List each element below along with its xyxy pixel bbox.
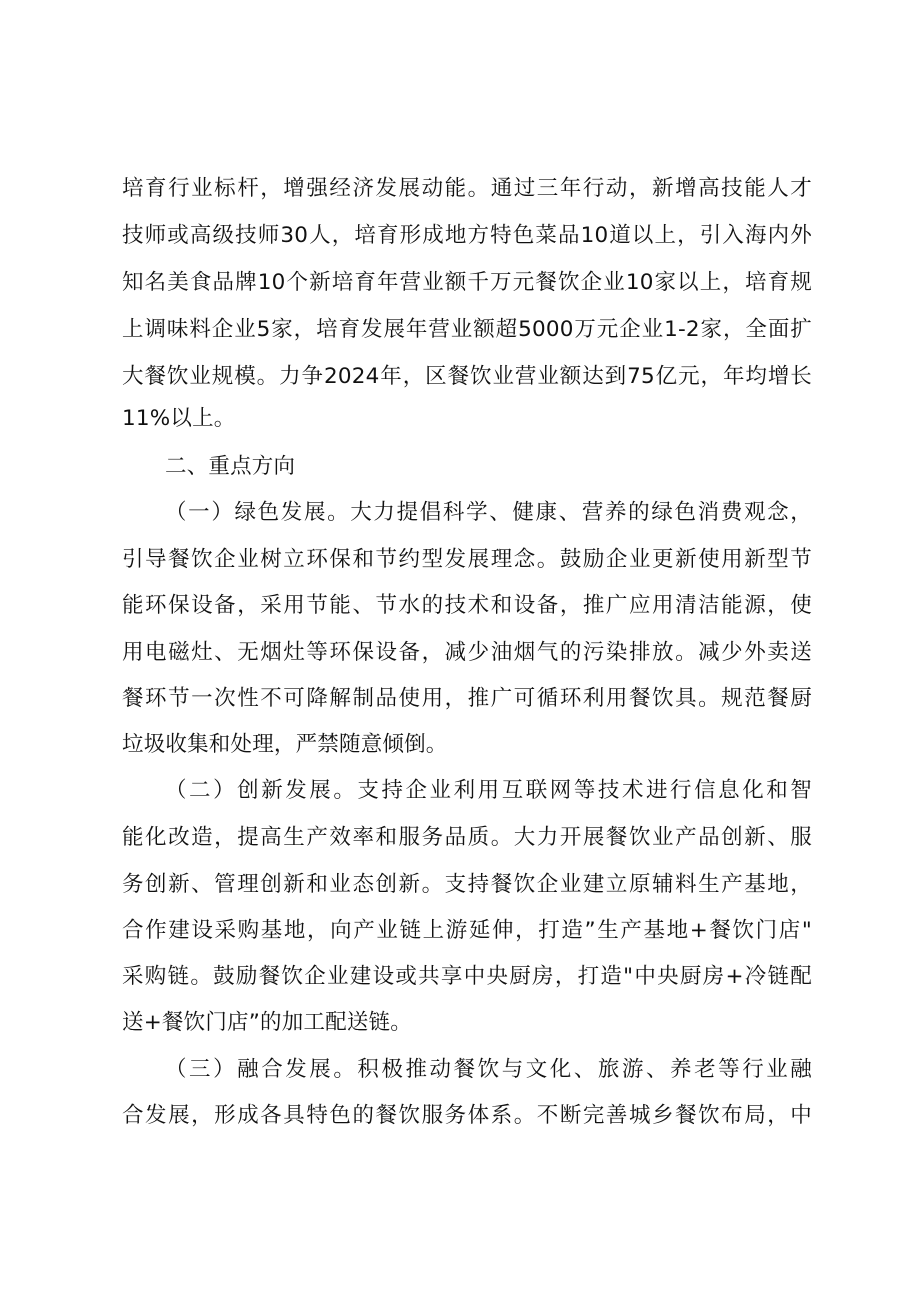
paragraph-line: 技师或高级技师30人，培育形成地方特色菜品10道以上，引入海内外 (122, 223, 812, 248)
paragraph-line: 送+餐饮门店”的加工配送链。 (122, 1010, 412, 1035)
paragraph-line: 上调味料企业5家，培育发展年营业额超5000万元企业1-2家，全面扩 (122, 317, 812, 342)
paragraph-line: 餐环节一次性不可降解制品使用，推广可循环利用餐饮具。规范餐厨 (122, 686, 812, 711)
paragraph-line: 合发展，形成各具特色的餐饮服务体系。不断完善城乡餐饮布局，中 (122, 1103, 812, 1128)
paragraph-line: 务创新、管理创新和业态创新。支持餐饮企业建立原辅料生产基地， (122, 872, 812, 897)
paragraph-line: 知名美食品牌10个新培育年营业额千万元餐饮企业10家以上，培育规 (122, 270, 812, 295)
paragraph-line: 用电磁灶、无烟灶等环保设备，减少油烟气的污染排放。减少外卖送 (122, 640, 812, 665)
paragraph-line: 采购链。鼓励餐饮企业建设或共享中央厨房，打造"中央厨房+冷链配 (122, 964, 812, 989)
paragraph-line: （三）融合发展。积极推动餐饮与文化、旅游、养老等行业融 (165, 1057, 812, 1082)
paragraph-line: 大餐饮业规模。力争2024年，区餐饮业营业额达到75亿元，年均增长 (122, 364, 812, 389)
paragraph-line: （二）创新发展。支持企业利用互联网等技术进行信息化和智 (165, 778, 812, 803)
paragraph-line: 合作建设采购基地，向产业链上游延伸，打造”生产基地+餐饮门店" (122, 918, 812, 943)
paragraph-line: 能环保设备，采用节能、节水的技术和设备，推广应用清洁能源，使 (122, 593, 812, 618)
paragraph-line: 引导餐饮企业树立环保和节约型发展理念。鼓励企业更新使用新型节 (122, 547, 812, 572)
paragraph-line: 垃圾收集和处理，严禁随意倾倒。 (122, 732, 448, 757)
paragraph-line: 能化改造，提高生产效率和服务品质。大力开展餐饮业产品创新、服 (122, 825, 812, 850)
paragraph-line: 11%以上。 (122, 406, 236, 431)
paragraph-line: 培育行业标杆，增强经济发展动能。通过三年行动，新增高技能人才 (122, 176, 812, 201)
paragraph-line: （一）绿色发展。大力提倡科学、健康、营养的绿色消费观念， (165, 500, 812, 525)
section-heading: 二、重点方向 (165, 454, 296, 479)
